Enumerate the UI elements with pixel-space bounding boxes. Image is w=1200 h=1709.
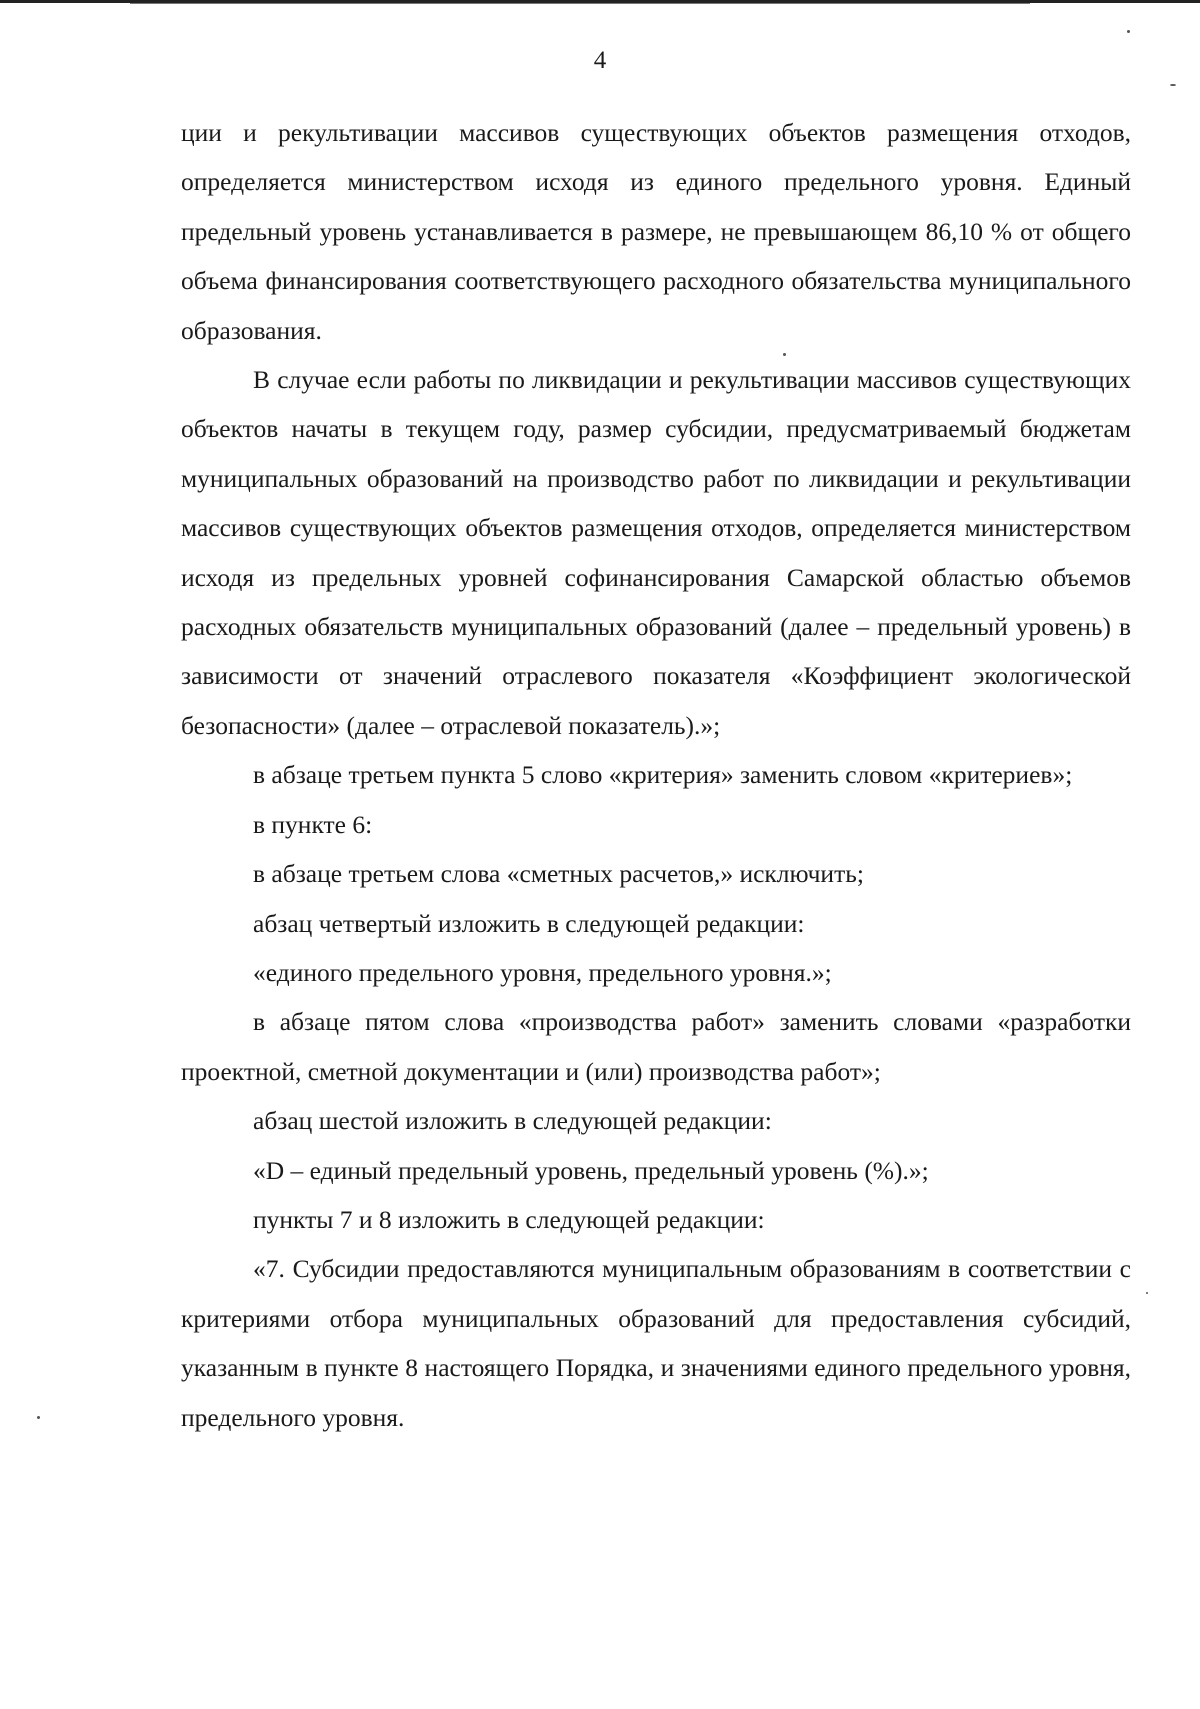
paragraph-3: в абзаце третьем пункта 5 слово «критерия» заменить словом «критериев»; xyxy=(253,760,1073,790)
paragraph-4: в пункте 6: xyxy=(253,809,373,839)
paragraph-12: «7. Субсидии предоставляются муниципальным образованиям в соответствии с критериями отбора муниципальных образований для предоставления субсидий, указанным в пункте 8 настоящего Порядка, и значениями единого предельного уровня, предельного уровня. xyxy=(181,1254,1131,1432)
paragraph-2: В случае если работы по ликвидации и рекультивации массивов существующих объектов начаты в текущем году, размер субсидии, предусматриваемый бюджетам муниципальных образований на производство работ по ликвидации и рекультивации массивов существующих объектов размещения отходов, определяется министерством исходя из предельных уровней софинансирования Самарской областью объемов расходных обязательств муниципальных образований (далее – предельный уровень) в зависимости от значений отраслевого показателя «Коэффициент экологической безопасности» (далее – отраслевой показатель).»; xyxy=(181,365,1131,740)
paragraph-5: в абзаце третьем слова «сметных расчетов,» исключить; xyxy=(253,859,864,889)
scan-speck xyxy=(37,1416,40,1419)
paragraph-10: «D – единый предельный уровень, предельный уровень (%).»; xyxy=(253,1155,929,1185)
scan-edge-faint xyxy=(130,3,1030,4)
page-number: 4 xyxy=(593,47,607,74)
paragraph-1: ции и рекультивации массивов существующих объектов размещения отходов, определяется министерством исходя из единого предельного уровня. Единый предельный уровень устанавливается в размере, не превышающем 86,10 % от общего объема финансирования соответствующего расходного обязательства муниципального образования. xyxy=(181,118,1131,345)
scan-speck xyxy=(1127,30,1130,33)
scan-speck xyxy=(1170,84,1176,86)
paragraph-7: «единого предельного уровня, предельного уровня.»; xyxy=(253,957,832,987)
paragraph-9: абзац шестой изложить в следующей редакции: xyxy=(253,1106,772,1136)
scan-speck xyxy=(783,353,786,356)
paragraph-8: в абзаце пятом слова «производства работ» заменить словами «разработки проектной, сметной документации и (или) производства работ»; xyxy=(181,1007,1131,1086)
document-body xyxy=(181,108,1131,1442)
paragraph-6: абзац четвертый изложить в следующей редакции: xyxy=(253,908,805,938)
scan-speck xyxy=(1146,1292,1148,1294)
paragraph-11: пункты 7 и 8 изложить в следующей редакции: xyxy=(253,1204,765,1234)
